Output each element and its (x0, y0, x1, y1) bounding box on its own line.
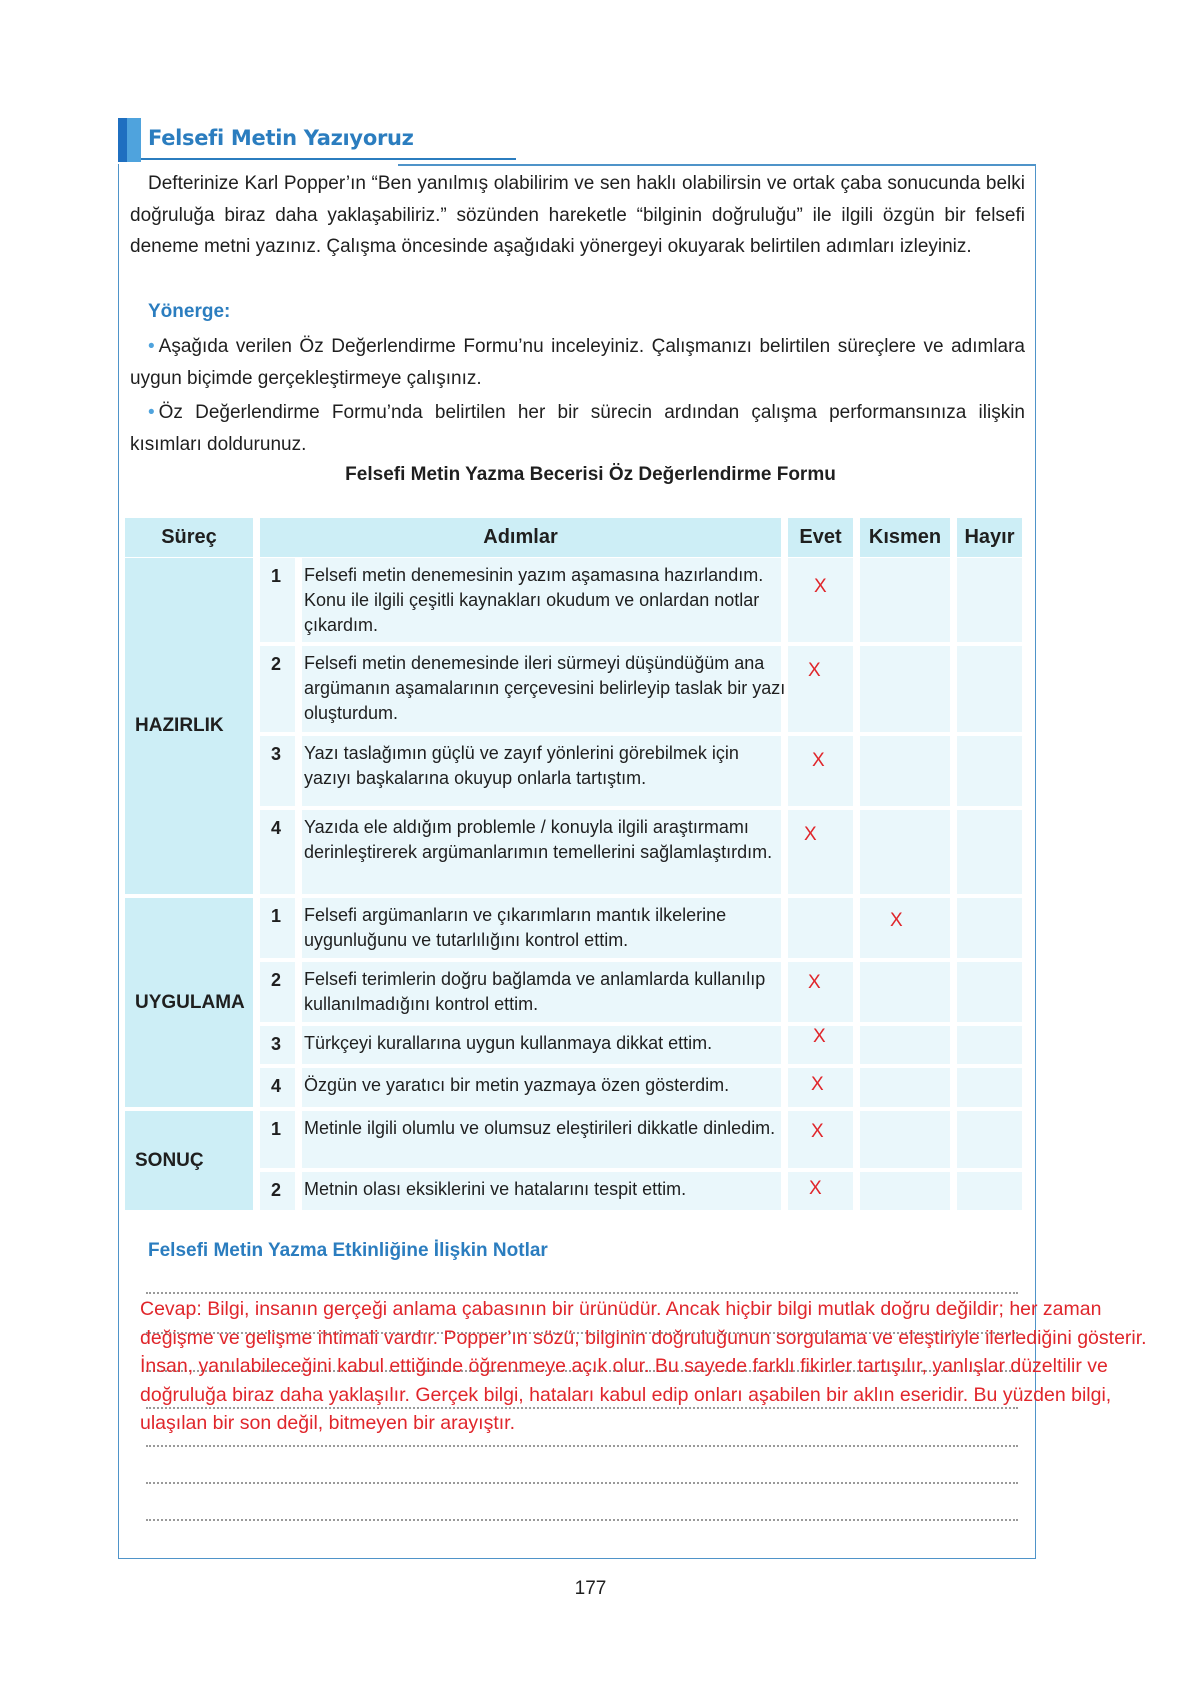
step-text: Felsefi metin denemesinin yazım aşamasına hazırlandım. Konu ile ilgili çeşitli kaynakları okudum ve onlardan notlar çıkardım. (304, 565, 764, 635)
no-cell (957, 558, 1022, 642)
step-text: Türkçeyi kurallarına uygun kullanmaya dikkat ettim. (304, 1033, 713, 1053)
header-yes: Evet (788, 518, 853, 557)
check-mark-evet: X (814, 576, 827, 597)
check-mark-evet: X (808, 972, 821, 993)
check-mark-evet: X (809, 1178, 822, 1199)
step-number: 2 (271, 1180, 282, 1200)
page-number: 177 (574, 1578, 607, 1599)
step-number: 2 (271, 654, 282, 674)
bullet-text: Aşağıda verilen Öz Değerlendirme Formu’nu inceleyiniz. Çalışmanızı belirtilen süreçlere ve adımlara uygun biçimde gerçekleştirmeye çalışınız. (130, 336, 1025, 389)
dotted-line (146, 1519, 1018, 1521)
header-partly: Kısmen (860, 518, 950, 557)
bullet-icon: • (148, 336, 155, 357)
step-number: 4 (271, 1076, 282, 1096)
no-cell (957, 736, 1022, 806)
partly-cell (860, 898, 950, 958)
yonerge-label: Yönerge: (148, 301, 231, 322)
check-mark-evet: X (811, 1074, 824, 1095)
title-accent (118, 118, 127, 162)
partly-cell (860, 558, 950, 642)
partly-cell (860, 1068, 950, 1107)
step-text: Felsefi terimlerin doğru bağlamda ve anlamlarda kullanılıp kullanılmadığını kontrol ettim. (304, 969, 766, 1014)
handwritten-answer: Cevap: Bilgi, insanın gerçeği anlama çabasının bir ürünüdür. Ancak hiçbir bilgi mutlak doğru değildir; her zaman değişme ve gelişme ihtimali vardır. Popper’ın sözü, bilginin doğruluğunun sorgulama ve eleştiriyle ilerlediğini gösterir. İnsan, yanılabileceğini kabul ettiğinde öğrenmeye açık olur. Bu sayede farklı fikirler tartışılır, yanlışlar düzeltilir ve doğruluğa biraz daha yaklaşılır. Gerçek bilgi, hataları kabul edip onları aşabilen bir aklın eseridir. Bu yüzden bilgi, ulaşılan bir son değil, bitmeyen bir arayıştır. (140, 1298, 1147, 1434)
header-process: Süreç (125, 518, 253, 557)
partly-cell (860, 1111, 950, 1168)
partly-cell (860, 1172, 950, 1210)
instruction-bullet-2 (130, 397, 1025, 460)
step-number: 3 (271, 744, 282, 764)
check-mark-evet: X (813, 1026, 826, 1047)
notes-title: Felsefi Metin Yazma Etkinliğine İlişkin Notlar (148, 1240, 548, 1261)
header-steps: Adımlar (260, 518, 781, 557)
check-mark-evet: X (808, 660, 821, 681)
bullet-text: Öz Değerlendirme Formu’nda belirtilen her bir sürecin ardından çalışma performansınıza ilişkin kısımları doldurunuz. (130, 402, 1025, 455)
check-mark-evet: X (811, 1121, 824, 1142)
step-text: Metinle ilgili olumlu ve olumsuz eleştirileri dikkatle dinledim. (304, 1118, 776, 1138)
step-number: 1 (271, 566, 282, 586)
content-frame-top (398, 164, 1036, 166)
intro-paragraph: Defterinize Karl Popper’ın “Ben yanılmış olabilirim ve sen haklı olabilirsin ve ortak çaba sonucunda belki doğruluğa biraz daha yaklaşabiliriz.” sözünden hareketle “bilginin doğruluğu” ile ilgili özgün bir felsefi deneme metni yazınız. Çalışma öncesinde aşağıdaki yönergeyi okuyarak belirtilen adımları izleyiniz. (130, 173, 1025, 257)
no-cell (957, 646, 1022, 732)
step-number: 4 (271, 818, 282, 838)
partly-cell (860, 962, 950, 1022)
partly-cell (860, 1026, 950, 1064)
step-text: Felsefi argümanların ve çıkarımların mantık ilkelerine uygunluğunu ve tutarlılığını kontrol ettim. (304, 905, 727, 950)
check-mark-evet: X (804, 824, 817, 845)
process-cell-uygulama: UYGULAMA (125, 898, 253, 1107)
process-cell-hazirlik: HAZIRLIK (125, 558, 253, 894)
bullet-icon: • (148, 402, 155, 423)
title-accent-light (127, 118, 141, 162)
title-underline (141, 158, 516, 160)
step-number: 1 (271, 906, 282, 926)
yes-cell (788, 558, 853, 642)
step-text: Felsefi metin denemesinde ileri sürmeyi düşündüğüm ana argümanın aşamalarının çerçevesini belirleyip taslak bir yazı oluşturdum. (304, 653, 786, 723)
no-cell (957, 1068, 1022, 1107)
partly-cell (860, 810, 950, 894)
step-number: 1 (271, 1119, 282, 1139)
step-number: 3 (271, 1034, 282, 1054)
dotted-line (146, 1482, 1018, 1484)
no-cell (957, 962, 1022, 1022)
partly-cell (860, 646, 950, 732)
no-cell (957, 898, 1022, 958)
process-cell-sonuc: SONUÇ (125, 1111, 253, 1210)
step-text: Özgün ve yaratıcı bir metin yazmaya özen gösterdim. (304, 1075, 730, 1095)
partly-cell (860, 736, 950, 806)
instruction-bullet-1 (130, 331, 1025, 394)
check-mark-kismen: X (890, 910, 903, 931)
step-text: Metnin olası eksiklerini ve hatalarını tespit ettim. (304, 1179, 687, 1199)
no-cell (957, 1111, 1022, 1168)
step-text: Yazıda ele aldığım problemle / konuyla ilgili araştırmamı derinleştirerek argümanlarımın temellerini sağlamlaştırdım. (304, 817, 773, 862)
form-title: Felsefi Metin Yazma Becerisi Öz Değerlendirme Formu (345, 464, 836, 485)
yes-cell (788, 810, 853, 894)
check-mark-evet: X (812, 750, 825, 771)
section-title: Felsefi Metin Yazıyoruz (148, 126, 414, 150)
no-cell (957, 810, 1022, 894)
dotted-line (146, 1445, 1018, 1447)
step-number: 2 (271, 970, 282, 990)
yes-cell (788, 898, 853, 958)
no-cell (957, 1172, 1022, 1210)
no-cell (957, 1026, 1022, 1064)
dotted-line (146, 1292, 1018, 1294)
yes-cell (788, 646, 853, 732)
header-no: Hayır (957, 518, 1022, 557)
step-text: Yazı taslağımın güçlü ve zayıf yönlerini görebilmek için yazıyı başkalarına okuyup onlarla tartıştım. (304, 743, 739, 788)
